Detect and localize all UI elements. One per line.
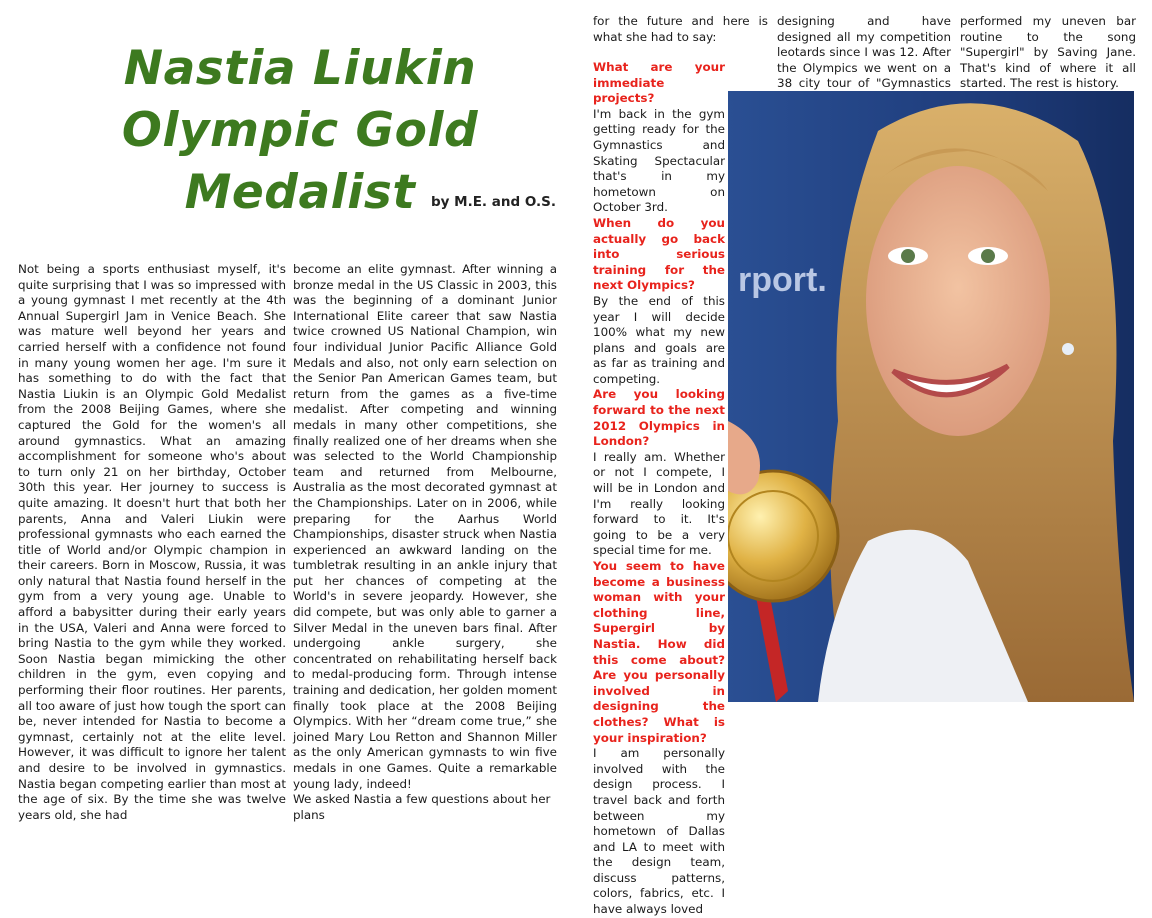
column-2: [293, 262, 557, 823]
column-4-text: designing and have designed all my competition leotards since I was 12. After the Olympics we went on a 38 city tour of "Gymnastics: [777, 14, 951, 91]
column-3-intro: for the future and here is what she had to say:: [593, 14, 768, 44]
column-2-last: We asked Nastia a few questions about her plans: [293, 792, 551, 822]
column-1-text: Not being a sports enthusiast myself, it's quite surprising that I was so impressed with a young gymnast I met recently at the 4th Annual Supergirl Jam in Venice Beach. She was mature well beyond her years and carried herself with a confidence not found in many young women her age. I'm sure it has something to do with the fact that Nastia Liukin is an Olympic Gold Medalist from the 2008 Beijing Games, where she captured the Gold for the women's all around gymnastics. What an amazing accomplishment for someone who's about to turn only 21 on her birthday, October 30th this year. Her journey to success is quite amazing. It doesn't hurt that both her parents, Anna and Valeri Liukin were professional gymnasts who each earned the title of World and/or Olympic champion in their careers. Born in Moscow, Russia, it was only natural that Nastia found herself in the gym from a very young age. Unable to afford a babysitter during their early years in the USA, Valeri and Anna were forced to bring Nastia to the gym while they worked. Soon Nastia began mimicking the other children in the gym, even copying and performing their floor routines. Her parents, all too aware of just how tough the sport can be, never intended for Nastia to become a gymnast, certainly not at the elite level. However, it was difficult to ignore her talent and desire to be involved in gymnastics. Nastia began competing earlier than most at the age of six. By the time she was twelve years old, she had: [18, 262, 286, 822]
answer-3: I really am. Whether or not I compete, I will be in London and I'm really looking forward to it. It's going to be a very special time for me.: [593, 449, 725, 558]
column-2-text: become an elite gymnast. After winning a bronze medal in the US Classic in 2003, this was the beginning of a dominant Junior International Elite career that saw Nastia twice crowned US National Champion, win four individual Junior Pacific Alliance Gold Medals and also, not only earn selection on the Senior Pan American Games team, but return from the games as a five-time medalist. After competing and winning medals in many other competitions, she finally realized one of her dreams when she was selected to the World Championship team and returned from Melbourne, Australia as the most decorated gymnast at the Championships. Later on in 2006, while preparing for the Aarhus World Championships, disaster struck when Nastia experienced an awkward landing on the tumbletrak resulting in an ankle injury that put her chances of competing at the World's in severe jeopardy. However, she did compete, but was only able to garner a Silver Medal in the uneven bars final. After undergoing ankle surgery, she concentrated on rehabilitating herself back to medal-producing form. Through intense training and dedication, her golden moment finally took place at the 2008 Beijing Olympics. With her “dream come true,” she joined Mary Lou Retton and Shannon Miller as the only American gymnasts to win five medals in one Games. Quite a remarkable young lady, indeed!: [293, 262, 557, 791]
question-3: Are you looking forward to the next 2012 Olympics in London?: [593, 387, 725, 449]
earring: [1062, 343, 1074, 355]
title-line-2: Olympic Gold Medalist: [121, 103, 479, 220]
background-sign-text: rport.: [738, 261, 827, 299]
left-iris: [901, 249, 915, 263]
title-line-1: Nastia Liukin: [123, 41, 477, 96]
byline: by M.E. and O.S.: [430, 194, 556, 210]
question-4: You seem to have become a business woman with your clothing line, Supergirl by Nastia. How did this come about? Are you personally involved in designing the clothes? What is your inspiration?: [593, 559, 725, 745]
question-1: What are your immediate projects?: [593, 60, 725, 106]
column-5-text: performed my uneven bar routine to the song "Supergirl" by Saving Jane. That's kind of where it all started. The rest is history.: [960, 14, 1136, 91]
answer-1: I'm back in the gym getting ready for the Gymnastics and Skating Spectacular that's in my hometown on October 3rd.: [593, 106, 725, 215]
column-1: [18, 262, 286, 823]
photo-illustration: [728, 91, 1134, 702]
answer-4: I am personally involved with the design process. I travel back and forth between my hometown of Dallas and LA to meet with the design team, discuss patterns, colors, fabrics, etc. I have always loved: [593, 746, 725, 917]
column-5: [960, 14, 1136, 92]
right-iris: [981, 249, 995, 263]
athlete-photo: [728, 91, 1134, 702]
interview: [593, 60, 725, 918]
question-2: When do you actually go back into serious training for the next Olympics?: [593, 215, 725, 293]
answer-2: By the end of this year I will decide 100% what my new plans and goals are as far as training and competing.: [593, 293, 725, 386]
